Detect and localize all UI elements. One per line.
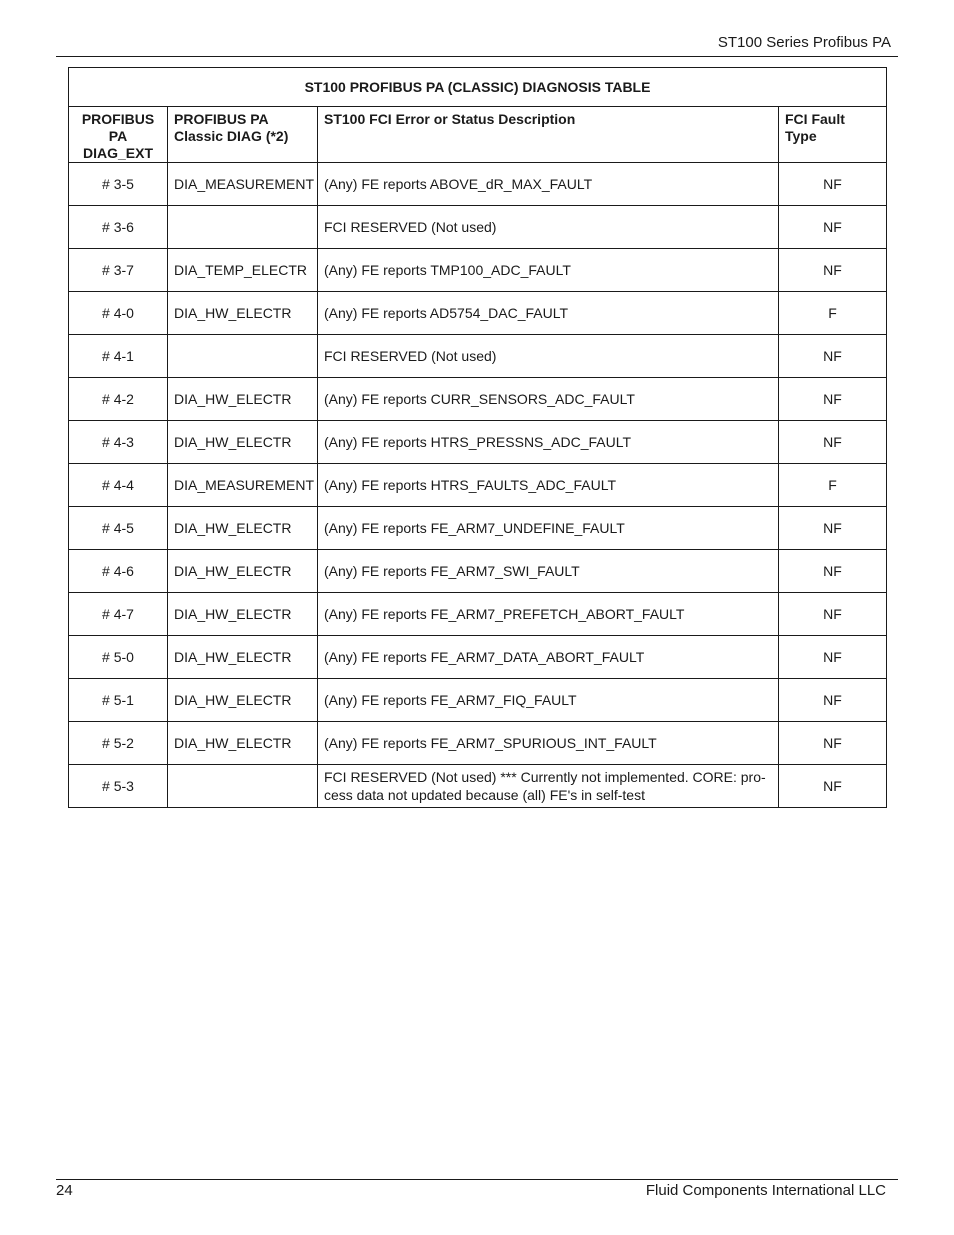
classic-diag-cell: DIA_MEASUREMENT <box>168 163 318 206</box>
diag-ext-cell: # 5-1 <box>69 679 168 722</box>
description-cell: (Any) FE reports FE_ARM7_SWI_FAULT <box>318 550 779 593</box>
classic-diag-cell <box>168 206 318 249</box>
fault-type-cell: NF <box>779 421 887 464</box>
table-row <box>69 679 887 722</box>
classic-diag-cell: DIA_HW_ELECTR <box>168 507 318 550</box>
classic-diag-cell: DIA_HW_ELECTR <box>168 636 318 679</box>
fault-type-cell: NF <box>779 378 887 421</box>
description-cell: (Any) FE reports AD5754_DAC_FAULT <box>318 292 779 335</box>
diag-ext-cell: # 3-6 <box>69 206 168 249</box>
table-row <box>69 636 887 679</box>
classic-diag-cell <box>168 335 318 378</box>
table-row <box>69 507 887 550</box>
fault-type-cell: NF <box>779 507 887 550</box>
fault-type-cell: NF <box>779 206 887 249</box>
column-header-description: ST100 FCI Error or Status Description <box>318 107 779 163</box>
table-row <box>69 593 887 636</box>
classic-diag-cell: DIA_HW_ELECTR <box>168 593 318 636</box>
diag-ext-cell: # 5-0 <box>69 636 168 679</box>
description-cell: (Any) FE reports HTRS_PRESSNS_ADC_FAULT <box>318 421 779 464</box>
classic-diag-cell: DIA_MEASUREMENT <box>168 464 318 507</box>
table-row <box>69 722 887 765</box>
diag-ext-cell: # 4-7 <box>69 593 168 636</box>
classic-diag-cell: DIA_TEMP_ELECTR <box>168 249 318 292</box>
classic-diag-cell: DIA_HW_ELECTR <box>168 550 318 593</box>
table-title: ST100 PROFIBUS PA (CLASSIC) DIAGNOSIS TABLE <box>69 68 887 107</box>
diag-ext-cell: # 4-0 <box>69 292 168 335</box>
table-row <box>69 378 887 421</box>
diag-ext-cell: # 4-5 <box>69 507 168 550</box>
description-cell: (Any) FE reports FE_ARM7_DATA_ABORT_FAULT <box>318 636 779 679</box>
classic-diag-cell: DIA_HW_ELECTR <box>168 378 318 421</box>
column-header-classic-diag: PROFIBUS PA Classic DIAG (*2) <box>168 107 318 163</box>
description-cell: FCI RESERVED (Not used) *** Currently not implemented. CORE: pro-cess data not updated because (all) FE's in self-test <box>318 765 779 808</box>
table-row <box>69 335 887 378</box>
table-row <box>69 206 887 249</box>
diag-ext-cell: # 4-2 <box>69 378 168 421</box>
table-body <box>69 163 887 808</box>
description-cell: (Any) FE reports CURR_SENSORS_ADC_FAULT <box>318 378 779 421</box>
fault-type-cell: NF <box>779 163 887 206</box>
diag-ext-cell: # 3-7 <box>69 249 168 292</box>
table-row <box>69 421 887 464</box>
table-row <box>69 163 887 206</box>
page-number: 24 <box>56 1182 73 1199</box>
description-cell: (Any) FE reports TMP100_ADC_FAULT <box>318 249 779 292</box>
column-header-fault-type: FCI Fault Type <box>779 107 887 163</box>
fault-type-cell: NF <box>779 679 887 722</box>
table-row <box>69 765 887 808</box>
diag-ext-cell: # 5-2 <box>69 722 168 765</box>
description-cell: (Any) FE reports FE_ARM7_FIQ_FAULT <box>318 679 779 722</box>
diagnosis-table <box>68 67 887 808</box>
table-row <box>69 464 887 507</box>
fault-type-cell: NF <box>779 249 887 292</box>
fault-type-cell: NF <box>779 636 887 679</box>
description-cell: FCI RESERVED (Not used) <box>318 335 779 378</box>
running-header: ST100 Series Profibus PA <box>717 34 891 51</box>
table-row <box>69 550 887 593</box>
classic-diag-cell <box>168 765 318 808</box>
fault-type-cell: NF <box>779 335 887 378</box>
classic-diag-cell: DIA_HW_ELECTR <box>168 679 318 722</box>
fault-type-cell: NF <box>779 722 887 765</box>
fault-type-cell: NF <box>779 765 887 808</box>
header-rule <box>56 56 898 57</box>
diag-ext-cell: # 4-6 <box>69 550 168 593</box>
column-header-diag-ext: PROFIBUS PA DIAG_EXT <box>69 107 168 163</box>
table-row <box>69 249 887 292</box>
diag-ext-cell: # 3-5 <box>69 163 168 206</box>
description-cell: FCI RESERVED (Not used) <box>318 206 779 249</box>
diag-ext-cell: # 4-4 <box>69 464 168 507</box>
diag-ext-cell: # 4-1 <box>69 335 168 378</box>
description-cell: (Any) FE reports FE_ARM7_UNDEFINE_FAULT <box>318 507 779 550</box>
classic-diag-cell: DIA_HW_ELECTR <box>168 292 318 335</box>
classic-diag-cell: DIA_HW_ELECTR <box>168 421 318 464</box>
diag-ext-cell: # 4-3 <box>69 421 168 464</box>
description-cell: (Any) FE reports HTRS_FAULTS_ADC_FAULT <box>318 464 779 507</box>
description-cell: (Any) FE reports ABOVE_dR_MAX_FAULT <box>318 163 779 206</box>
table-row <box>69 292 887 335</box>
fault-type-cell: F <box>779 464 887 507</box>
footer-rule <box>56 1179 898 1180</box>
fault-type-cell: NF <box>779 593 887 636</box>
description-cell: (Any) FE reports FE_ARM7_PREFETCH_ABORT_FAULT <box>318 593 779 636</box>
classic-diag-cell: DIA_HW_ELECTR <box>168 722 318 765</box>
diag-ext-cell: # 5-3 <box>69 765 168 808</box>
footer-company: Fluid Components International LLC <box>645 1182 886 1199</box>
fault-type-cell: F <box>779 292 887 335</box>
fault-type-cell: NF <box>779 550 887 593</box>
description-cell: (Any) FE reports FE_ARM7_SPURIOUS_INT_FAULT <box>318 722 779 765</box>
